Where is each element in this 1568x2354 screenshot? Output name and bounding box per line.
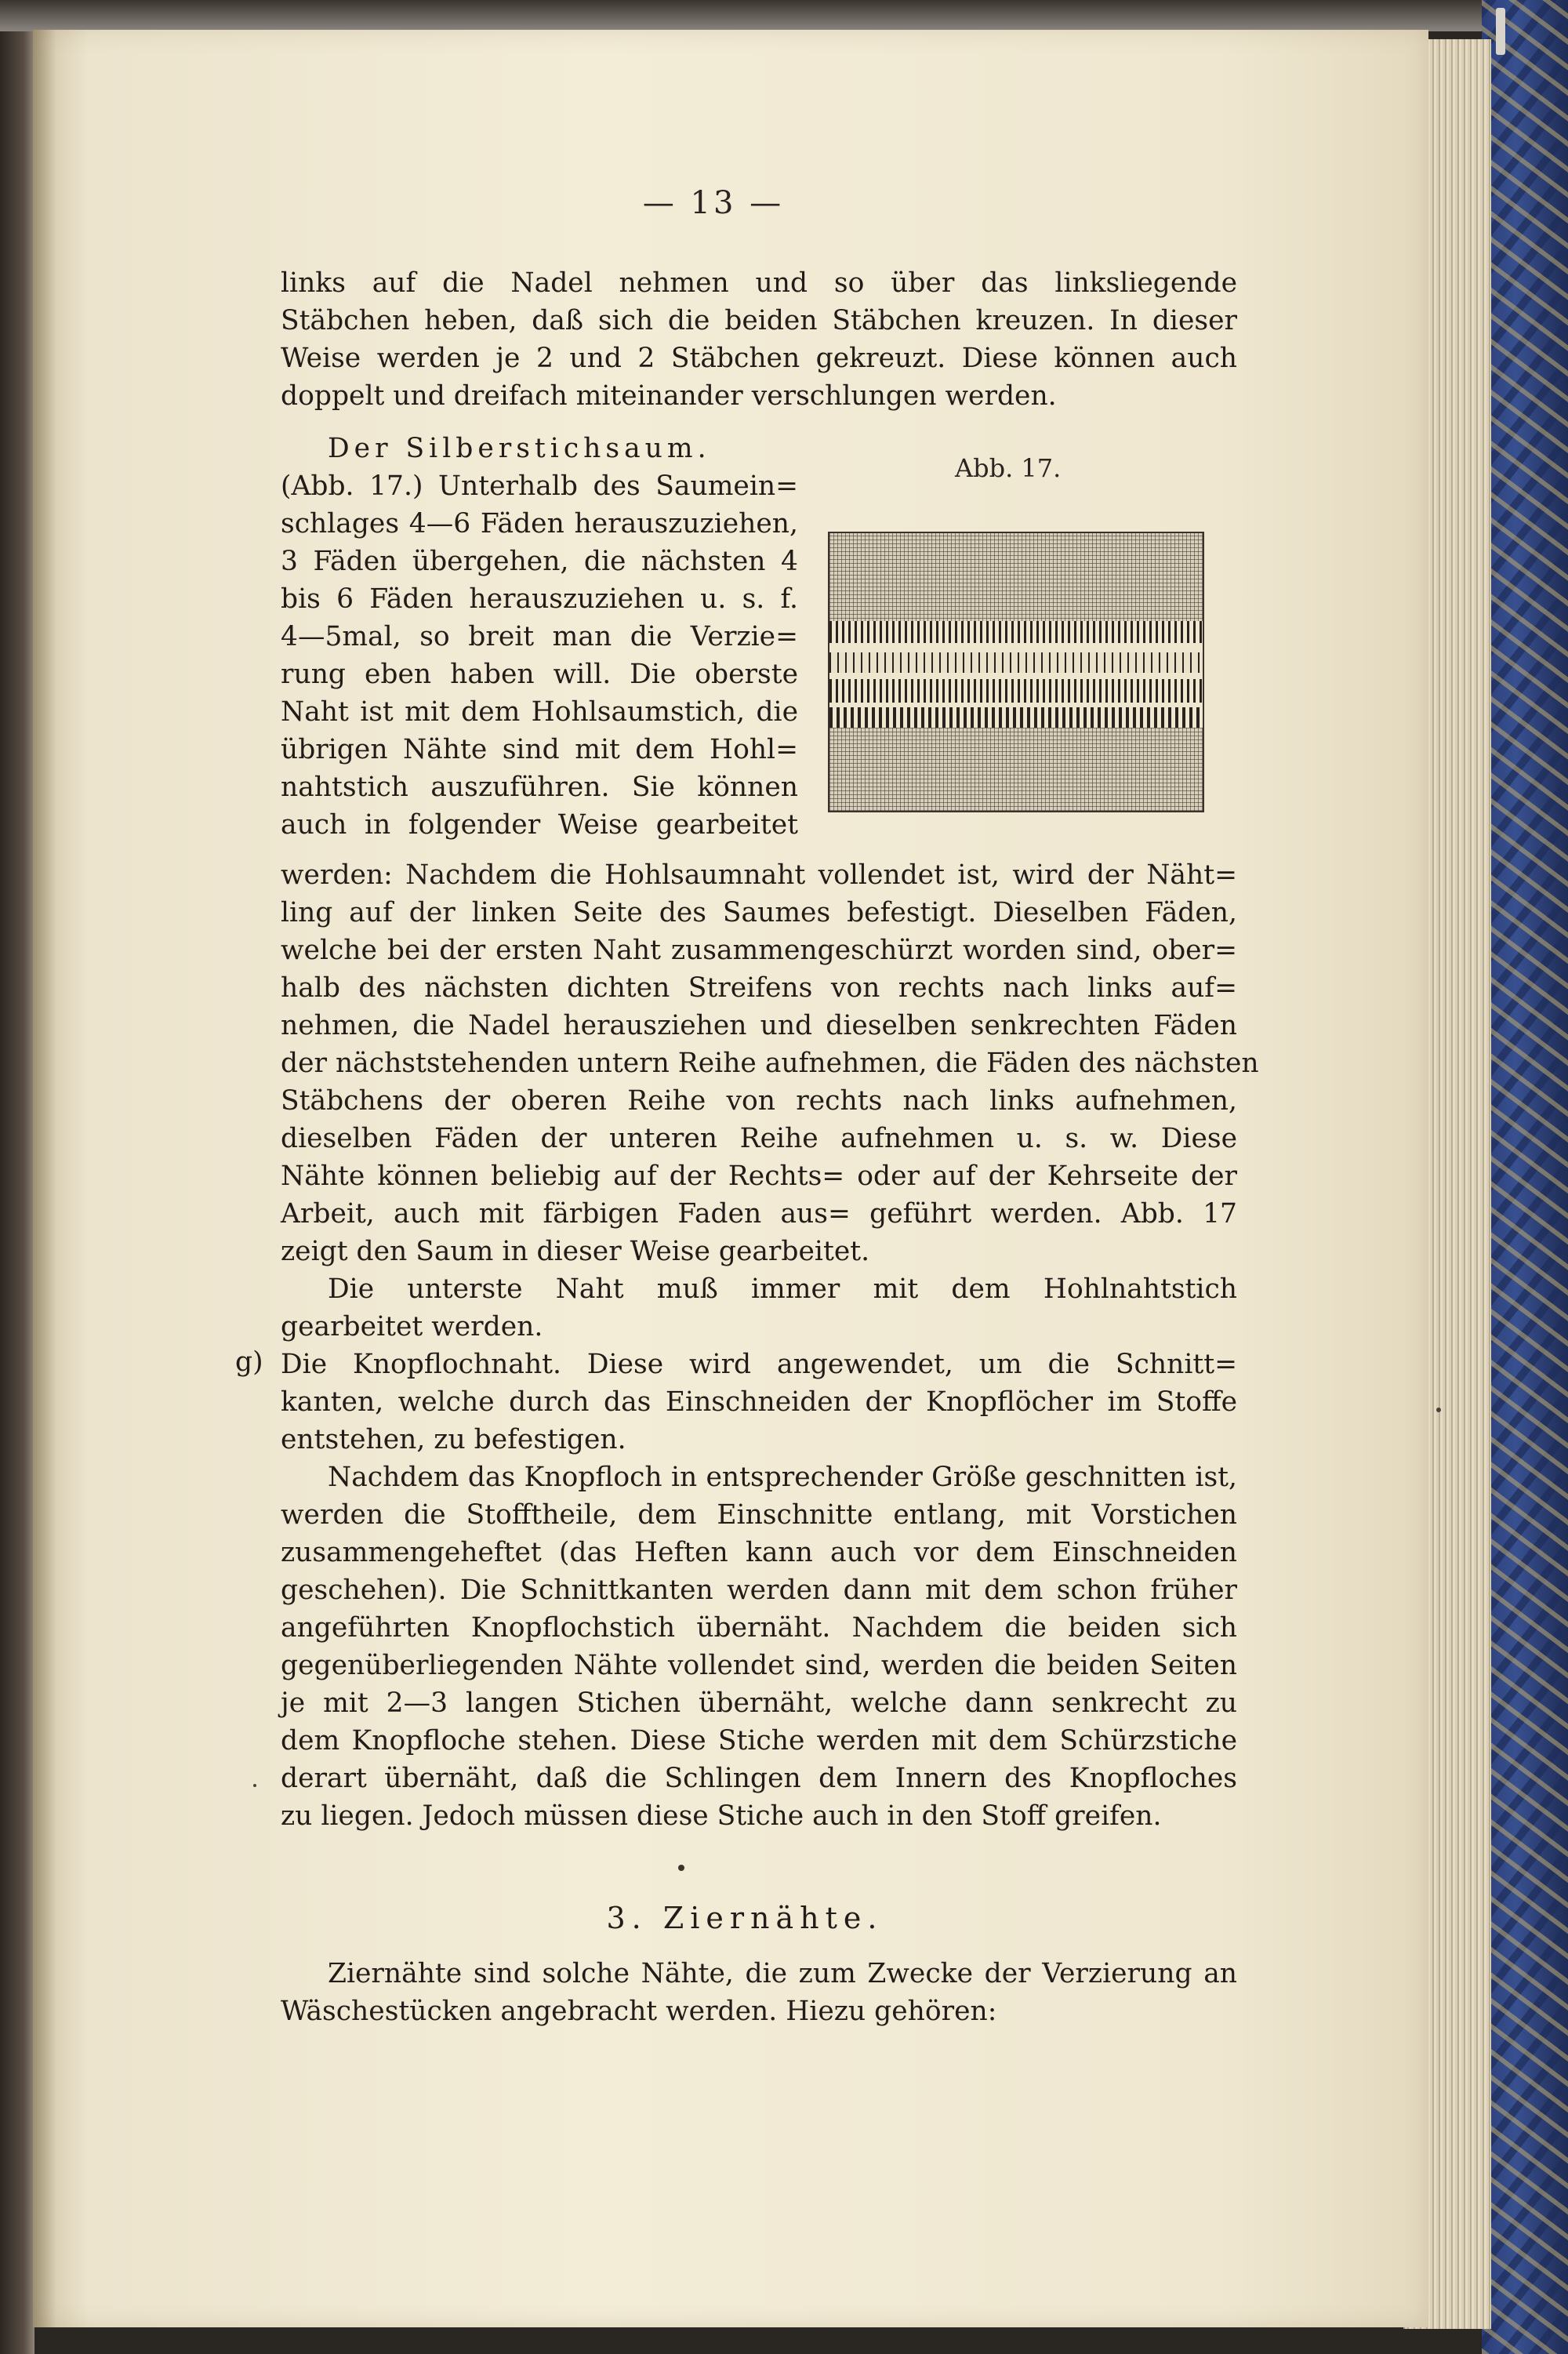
text-line: zeigt den Saum in dieser Weise gearbeitet. — [281, 1236, 870, 1267]
text-line: 4—5mal, so breit man die Verzie= — [281, 621, 798, 652]
text-line: Die unterste Naht muß immer mit dem Hohlnahtstich — [328, 1273, 1237, 1305]
text-line: rung eben haben will. Die oberste — [281, 659, 798, 690]
text-line: schlages 4—6 Fäden herauszuziehen, — [281, 508, 798, 539]
page-number: — 13 — — [642, 185, 785, 221]
text-line: nahtstich auszuführen. Sie können — [281, 772, 798, 803]
paragraph-3 — [281, 1270, 1237, 1346]
text-line: ling auf der linken Seite des Saumes befestigt. Dieselben Fäden, — [281, 897, 1237, 928]
silberstich-section — [281, 430, 798, 844]
figure-caption: Abb. 17. — [955, 453, 1062, 483]
book-cover-left — [0, 0, 34, 2354]
figure-gap — [829, 673, 1203, 679]
text-line: links auf die Nadel nehmen und so über das linksliegende — [281, 267, 1237, 299]
ink-mark — [678, 1865, 684, 1871]
paragraph-1 — [281, 264, 1237, 415]
scan-clamp — [1496, 8, 1505, 55]
knopfloch-section — [281, 1346, 1237, 1459]
page-speck — [1436, 1408, 1441, 1412]
text-line: Naht ist mit dem Hohlsaumstich, die — [281, 696, 798, 728]
text-line: bis 6 Fäden herauszuziehen u. s. f. — [281, 583, 798, 615]
page-speck — [253, 1784, 256, 1787]
text-line: werden die Stofftheile, dem Einschnitte entlang, mit Vorstichen — [281, 1499, 1237, 1531]
book-cover-top — [0, 0, 1568, 31]
text-line: doppelt und dreifach miteinander verschlungen werden. — [281, 380, 1057, 412]
text-line: Stäbchens der oberen Reihe von rechts nach links aufnehmen, — [281, 1085, 1237, 1117]
text-line: Die Knopflochnaht. Diese wird angewendet, um die Schnitt= — [281, 1349, 1237, 1380]
figure-stitch-band — [829, 679, 1203, 703]
text-line: Nachdem das Knopfloch in entsprechender Größe geschnitten ist, — [328, 1462, 1237, 1493]
text-line: Ziernähte sind solche Nähte, die zum Zwecke der Verzierung an — [328, 1958, 1237, 1989]
text-line: zu liegen. Jedoch müssen diese Stiche auch in den Stoff greifen. — [281, 1800, 1162, 1832]
text-line: geschehen). Die Schnittkanten werden dann mit dem schon früher — [281, 1575, 1237, 1606]
text-line: gegenüberliegenden Nähte vollendet sind, werden die beiden Seiten — [281, 1650, 1237, 1681]
figure-stitch-band — [829, 621, 1203, 643]
text-line: Wäschestücken angebracht werden. Hiezu gehören: — [281, 1996, 997, 2027]
text-line: entstehen, zu befestigen. — [281, 1424, 626, 1455]
text-line: Stäbchen heben, daß sich die beiden Stäbchen kreuzen. In dieser — [281, 305, 1237, 336]
section3-paragraph — [281, 1955, 1237, 2030]
text-line: Arbeit, auch mit färbigen Faden aus= geführt werden. Abb. 17 — [281, 1198, 1237, 1230]
text-line: welche bei der ersten Naht zusammengeschürzt worden sind, ober= — [281, 935, 1237, 966]
text-line: werden: Nachdem die Hohlsaumnaht vollendet ist, wird der Näht= — [281, 859, 1237, 891]
text-line: halb des nächsten dichten Streifens von rechts nach links auf= — [281, 972, 1237, 1004]
paragraph-4 — [281, 1459, 1237, 1835]
text-line: der nächststehenden untern Reihe aufnehmen, die Fäden des nächsten — [281, 1048, 1259, 1079]
text-line: auch in folgender Weise gearbeitet — [281, 809, 798, 841]
text-line: übrigen Nähte sind mit dem Hohl= — [281, 734, 798, 765]
section-title-silberstich: Der Silberstichsaum. — [328, 433, 711, 464]
text-line: angeführten Knopflochstich übernäht. Nachdem die beiden sich — [281, 1612, 1237, 1644]
text-line: 3 Fäden übergehen, die nächsten 4 — [281, 546, 798, 577]
text-line: zusammengeheftet (das Heften kann auch vor dem Einschneiden — [281, 1537, 1237, 1568]
figure-gap — [829, 643, 1203, 652]
paragraph-2 — [281, 856, 1259, 1270]
text-line: dieselben Fäden der unteren Reihe aufnehmen u. s. w. Diese — [281, 1123, 1237, 1154]
text-line: kanten, welche durch das Einschneiden der Knopflöcher im Stoffe — [281, 1386, 1237, 1418]
page-gutter-shadow — [33, 30, 56, 2327]
text-line: Weise werden je 2 und 2 Stäbchen gekreuzt. Diese können auch — [281, 343, 1237, 374]
text-line: nehmen, die Nadel herausziehen und dieselben senkrechten Fäden — [281, 1010, 1237, 1041]
text-line: je mit 2—3 langen Stichen übernäht, welche dann senkrecht zu — [281, 1687, 1237, 1719]
text-line: (Abb. 17.) Unterhalb des Saumein= — [281, 470, 798, 502]
text-line: dem Knopfloche stehen. Diese Stiche werden mit dem Schürzstiche — [281, 1725, 1237, 1756]
figure-stitch-band — [829, 707, 1203, 728]
figure-stitch-band — [829, 652, 1203, 673]
marbled-cover-edge — [1482, 0, 1568, 2354]
figure-abb-17-illustration — [828, 532, 1204, 812]
text-line: gearbeitet werden. — [281, 1311, 543, 1342]
text-line: derart übernäht, daß die Schlingen dem Innern des Knopfloches — [281, 1763, 1237, 1794]
section-heading-ziernaehte: 3. Ziernähte. — [606, 1901, 884, 1935]
list-marker-g: g) — [235, 1346, 263, 1378]
text-line: Nähte können beliebig auf der Rechts= oder auf der Kehrseite der — [281, 1161, 1237, 1192]
